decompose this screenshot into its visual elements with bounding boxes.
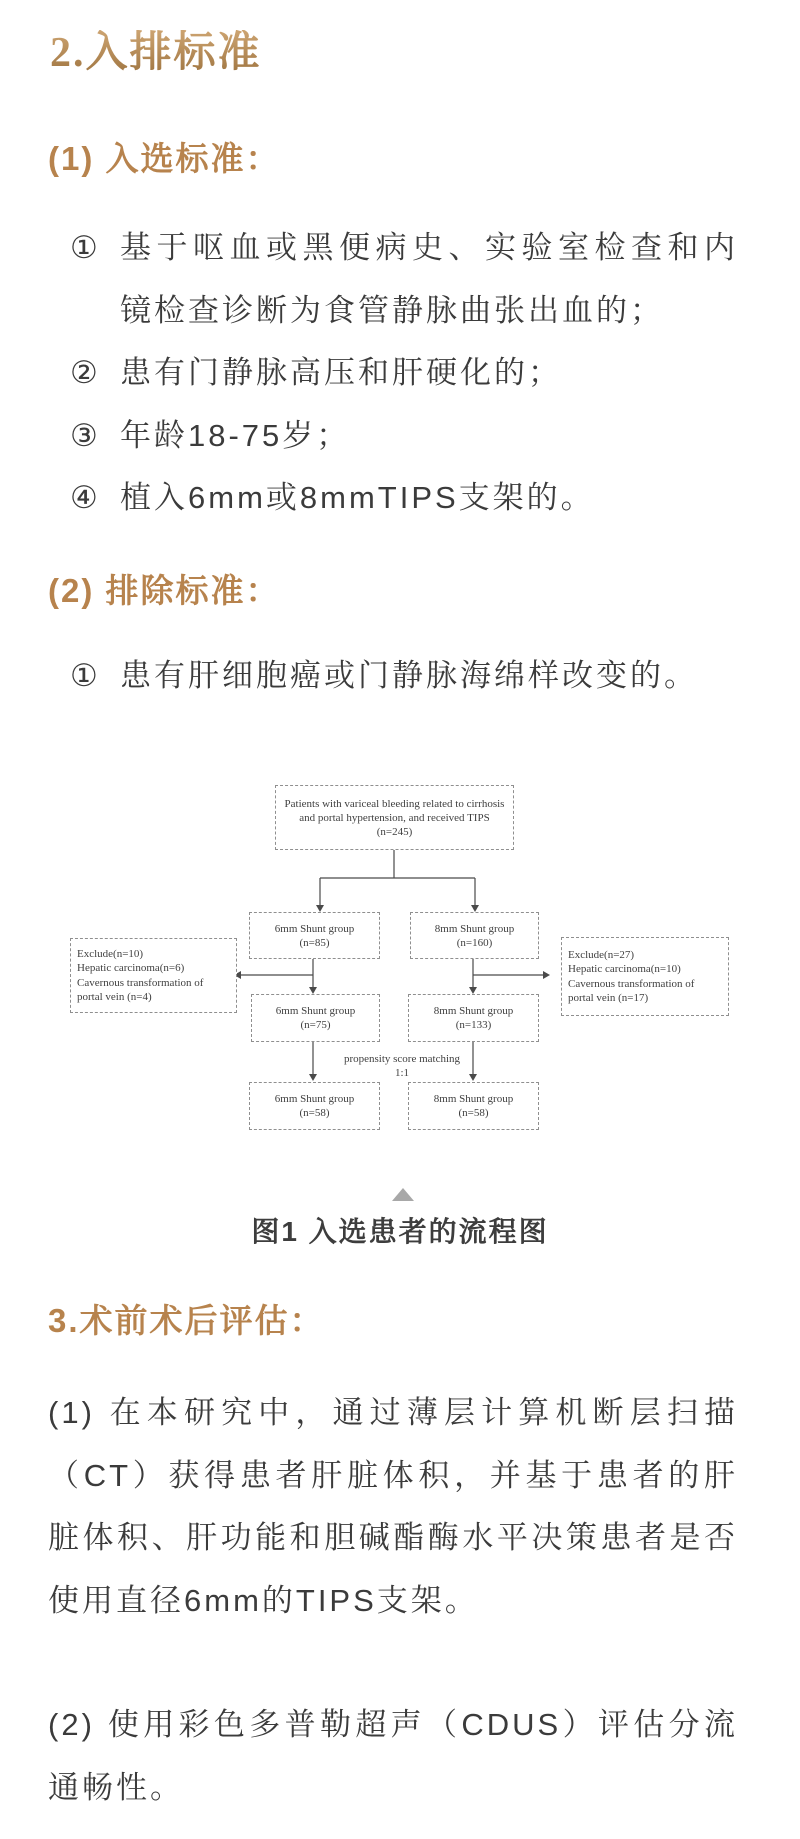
item-text: 患有门静脉高压和肝硬化的；: [120, 355, 562, 390]
propensity-matching-text: propensity score matching: [343, 1053, 461, 1065]
paragraph-cdus-assessment: [48, 1694, 738, 1819]
list-item: [70, 405, 738, 468]
flow-box-line: (n=160): [456, 936, 493, 949]
item-text: 年龄18-75岁；: [120, 417, 351, 453]
flow-box-line: Cavernous transformation of: [568, 977, 695, 990]
flow-box-line: 8mm Shunt group: [434, 922, 515, 935]
propensity-matching-ratio: 1:1: [394, 1067, 410, 1079]
triangle-up-icon: [392, 1188, 414, 1201]
section-2-title: 2.入排标准: [50, 30, 262, 76]
flow-box-line: 6mm Shunt group: [274, 1093, 355, 1105]
paragraph-line: (2) 使用彩色多普勒超声（CDUS）评估分流: [48, 1707, 738, 1742]
flow-box-all-patients: [275, 785, 514, 850]
paragraph-ct-assessment: [48, 1382, 738, 1632]
flow-box-line: Exclude(n=27): [568, 948, 635, 961]
flow-box-exclude-left: [70, 938, 237, 1013]
item-marker: ③: [70, 417, 101, 453]
flow-box-line: portal vein (n=4): [77, 991, 152, 1003]
inclusion-heading: (1) 入选标准：: [48, 140, 281, 177]
flow-box-line: and portal hypertension, and received TIPS: [299, 811, 490, 824]
item-text: 患有肝细胞癌或门静脉海绵样改变的。: [120, 658, 698, 693]
flow-box-line: Hepatic carcinoma(n=10): [568, 963, 681, 975]
paragraph-line: （CT）获得患者肝脏体积，并基于患者的肝: [48, 1457, 738, 1493]
flow-box-line: (n=133): [455, 1019, 492, 1031]
flow-box-line: (n=75): [300, 1019, 331, 1031]
flow-box-line: portal vein (n=17): [568, 992, 649, 1004]
flow-box-line: (n=58): [458, 1107, 489, 1119]
flow-box-line: Exclude(n=10): [77, 947, 144, 960]
flow-box-6mm-n58: [249, 1082, 380, 1130]
paragraph-line: 通畅性。: [48, 1769, 184, 1805]
exclusion-list: [70, 645, 738, 708]
propensity-matching-label: [322, 1052, 482, 1080]
list-item: [70, 645, 738, 708]
list-item: [70, 217, 738, 342]
flow-box-line: Cavernous transformation of: [77, 976, 204, 989]
flow-box-line: (n=245): [376, 825, 413, 838]
flow-box-line: 6mm Shunt group: [275, 1005, 356, 1017]
item-marker: ①: [70, 230, 101, 265]
inclusion-list: [70, 217, 738, 530]
flow-box-line: Patients with variceal bleeding related to cirrhosis: [284, 797, 505, 810]
item-marker: ④: [70, 480, 101, 515]
item-line: 基于呕血或黑便病史、实验室检查和内: [120, 230, 738, 265]
item-marker: ①: [70, 658, 101, 693]
item-line: 镜检查诊断为食管静脉曲张出血的；: [120, 292, 664, 328]
flow-box-line: (n=85): [299, 936, 330, 949]
paragraph-line: (1) 在本研究中，通过薄层计算机断层扫描: [48, 1395, 738, 1430]
flow-box-8mm-n160: [410, 912, 539, 959]
flow-box-8mm-n133: [408, 994, 539, 1042]
flow-box-line: (n=58): [299, 1107, 330, 1119]
figure-flowchart-image[interactable]: [60, 780, 740, 1132]
flow-box-6mm-n85: [249, 912, 380, 959]
list-item: [70, 342, 738, 405]
exclusion-heading: (2) 排除标准：: [48, 572, 281, 609]
paragraph-line: 使用直径6mm的TIPS支架。: [48, 1582, 479, 1618]
flow-box-line: 8mm Shunt group: [433, 1005, 514, 1017]
item-text: [120, 217, 738, 342]
list-item: [70, 467, 738, 530]
flow-box-line: Hepatic carcinoma(n=6): [77, 962, 185, 974]
item-marker: ②: [70, 355, 101, 390]
flow-box-6mm-n75: [251, 994, 380, 1042]
figure-caption: 图1 入选患者的流程图: [251, 1216, 549, 1247]
section-3-title: 3.术前术后评估：: [48, 1302, 325, 1339]
flow-box-8mm-n58: [408, 1082, 539, 1130]
item-text: 植入6mm或8mmTIPS支架的。: [120, 480, 595, 515]
flow-box-exclude-right: [561, 937, 729, 1016]
flow-box-line: 6mm Shunt group: [274, 922, 355, 935]
paragraph-line: 脏体积、肝功能和胆碱酯酶水平决策患者是否: [48, 1520, 738, 1555]
flow-box-line: 8mm Shunt group: [433, 1093, 514, 1105]
